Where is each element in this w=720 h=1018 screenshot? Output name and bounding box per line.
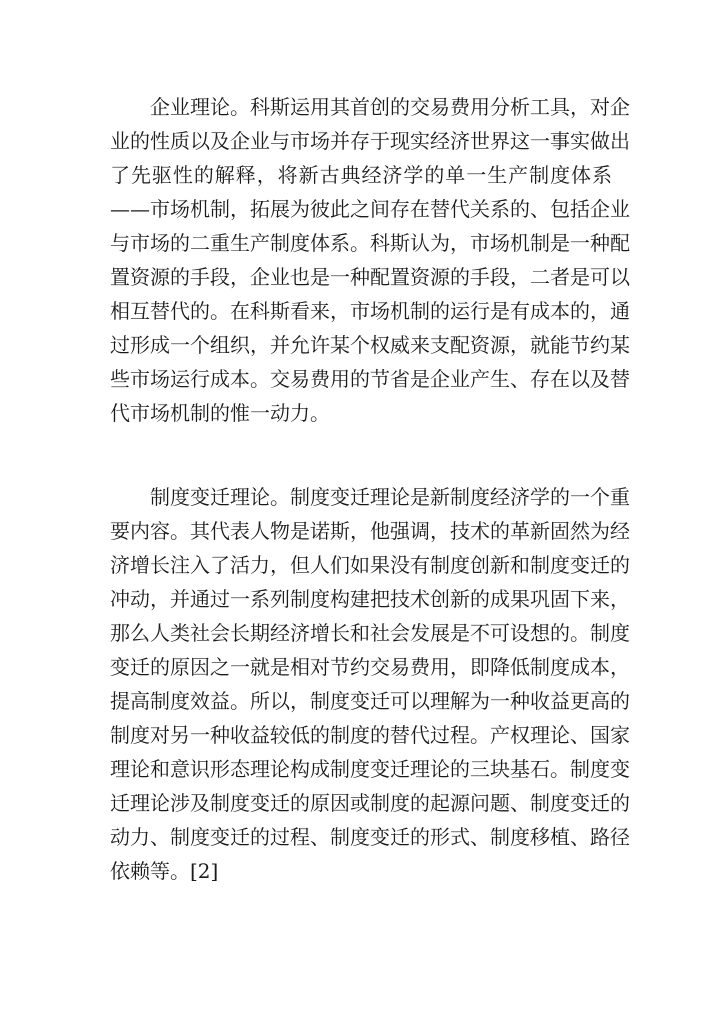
text-line: 相互替代的。在科斯看来，市场机制的运行是有成本的，通 — [110, 299, 630, 323]
text-line: 迁理论涉及制度变迁的原因或制度的起源问题、制度变迁的 — [110, 791, 630, 815]
text-line: 提高制度效益。所以，制度变迁可以理解为一种收益更高的 — [110, 689, 630, 713]
text-line: 业的性质以及企业与市场并存于现实经济世界这一事实做出 — [110, 129, 630, 153]
text-line: 冲动，并通过一系列制度构建把技术创新的成果巩固下来， — [110, 587, 630, 611]
text-line: 制度对另一种收益较低的制度的替代过程。产权理论、国家 — [110, 723, 630, 747]
text-line: 动力、制度变迁的过程、制度变迁的形式、制度移植、路径 — [110, 825, 630, 849]
text-line: 与市场的二重生产制度体系。科斯认为，市场机制是一种配 — [110, 231, 630, 255]
text-line: 理论和意识形态理论构成制度变迁理论的三块基石。制度变 — [110, 757, 630, 781]
text-line: 济增长注入了活力，但人们如果没有制度创新和制度变迁的 — [110, 553, 630, 577]
text-line: 过形成一个组织，并允许某个权威来支配资源，就能节约某 — [110, 333, 630, 357]
paragraph-enterprise-theory — [110, 90, 630, 430]
text-line: 置资源的手段，企业也是一种配置资源的手段，二者是可以 — [110, 265, 630, 289]
paragraph-institutional-change-theory — [110, 480, 630, 888]
text-line: ——市场机制，拓展为彼此之间存在替代关系的、包括企业 — [110, 197, 630, 221]
text-line: 依赖等。[2] — [110, 859, 219, 883]
text-line: 要内容。其代表人物是诺斯，他强调，技术的革新固然为经 — [110, 519, 630, 543]
text-line: 那么人类社会长期经济增长和社会发展是不可设想的。制度 — [110, 621, 630, 645]
text-line: 代市场机制的惟一动力。 — [110, 401, 330, 425]
text-line: 些市场运行成本。交易费用的节省是企业产生、存在以及替 — [110, 367, 630, 391]
text-line: 企业理论。科斯运用其首创的交易费用分析工具，对企 — [110, 95, 630, 119]
text-line: 变迁的原因之一就是相对节约交易费用，即降低制度成本， — [110, 655, 630, 679]
text-line: 了先驱性的解释，将新古典经济学的单一生产制度体系 — [110, 163, 612, 187]
text-line: 制度变迁理论。制度变迁理论是新制度经济学的一个重 — [110, 485, 630, 509]
